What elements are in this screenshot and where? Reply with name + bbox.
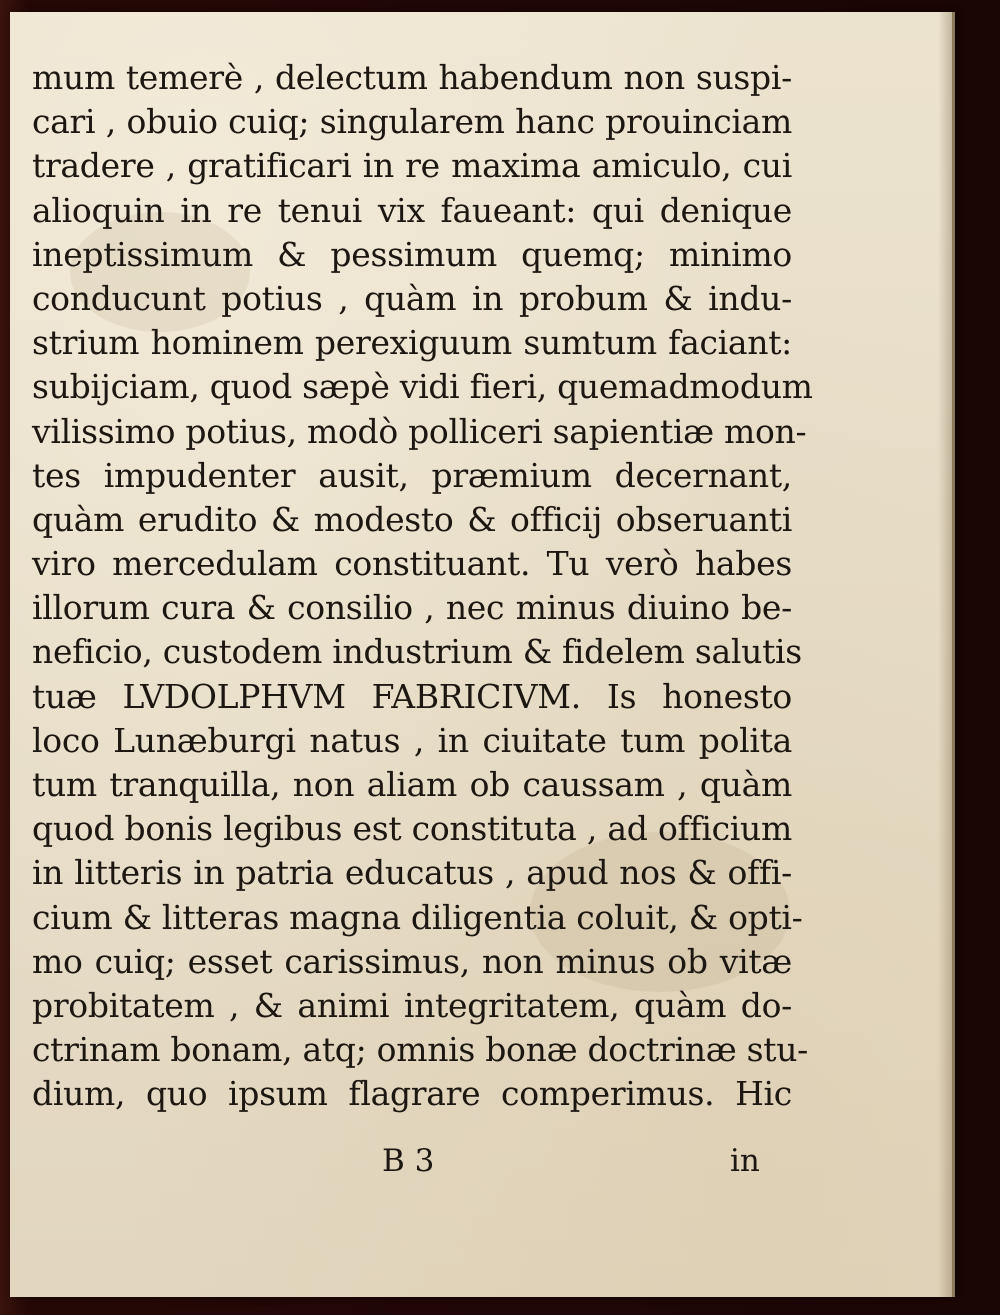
text-line: mo cuiq; esset carissimus, non minus ob vitæ xyxy=(32,941,792,981)
text-line: dium, quo ipsum flagrare comperimus. Hic xyxy=(32,1074,792,1114)
text-line: illorum cura & consilio , nec minus diuino be- xyxy=(32,588,792,628)
text-line: neficio, custodem industrium & fidelem salutis xyxy=(32,632,802,672)
text-line: conducunt potius , quàm in probum & indu- xyxy=(32,278,792,318)
text-line-with-name: tuæ LVDOLPHVM FABRICIVM. Is honesto xyxy=(32,676,792,716)
body-text xyxy=(32,56,813,1117)
text-line: ineptissimum & pessimum quemq; minimo xyxy=(32,234,792,274)
text-line: ctrinam bonam, atq; omnis bonæ doctrinæ stu- xyxy=(32,1030,809,1070)
text-line: probitatem , & animi integritatem, quàm do- xyxy=(32,985,792,1025)
text-line: cari , obuio cuiq; singularem hanc prouinciam xyxy=(32,102,792,142)
text-line: quàm erudito & modesto & officij obseruanti xyxy=(32,499,792,539)
page-edge-shadow xyxy=(938,12,952,1297)
text-line: viro mercedulam constituant. Tu verò habes xyxy=(32,544,792,584)
text-line: tradere , gratificari in re maxima amiculo, cui xyxy=(32,146,792,186)
text-line: mum temerè , delectum habendum non suspi- xyxy=(32,58,792,97)
text-line: in litteris in patria educatus , apud nos & offi- xyxy=(32,853,792,893)
text-line: tes impudenter ausit, præmium decernant, xyxy=(32,455,792,495)
text-line: tum tranquilla, non aliam ob caussam , quàm xyxy=(32,765,792,804)
text-line: vilissimo potius, modò polliceri sapientiæ mon- xyxy=(32,411,807,451)
catchword: in xyxy=(730,1143,760,1179)
text-line: strium hominem perexiguum sumtum faciant: xyxy=(32,323,792,363)
text-line: loco Lunæburgi natus , in ciuitate tum polita xyxy=(32,720,792,760)
text-line: cium & litteras magna diligentia coluit, & opti- xyxy=(32,897,803,937)
book-page xyxy=(10,12,955,1297)
text-line: subijciam, quod sæpè vidi fieri, quemadmodum xyxy=(32,367,813,407)
signature-mark: B 3 xyxy=(382,1143,435,1179)
text-line: alioquin in re tenui vix faueant: qui denique xyxy=(32,190,792,230)
text-line: quod bonis legibus est constituta , ad officium xyxy=(32,809,792,849)
